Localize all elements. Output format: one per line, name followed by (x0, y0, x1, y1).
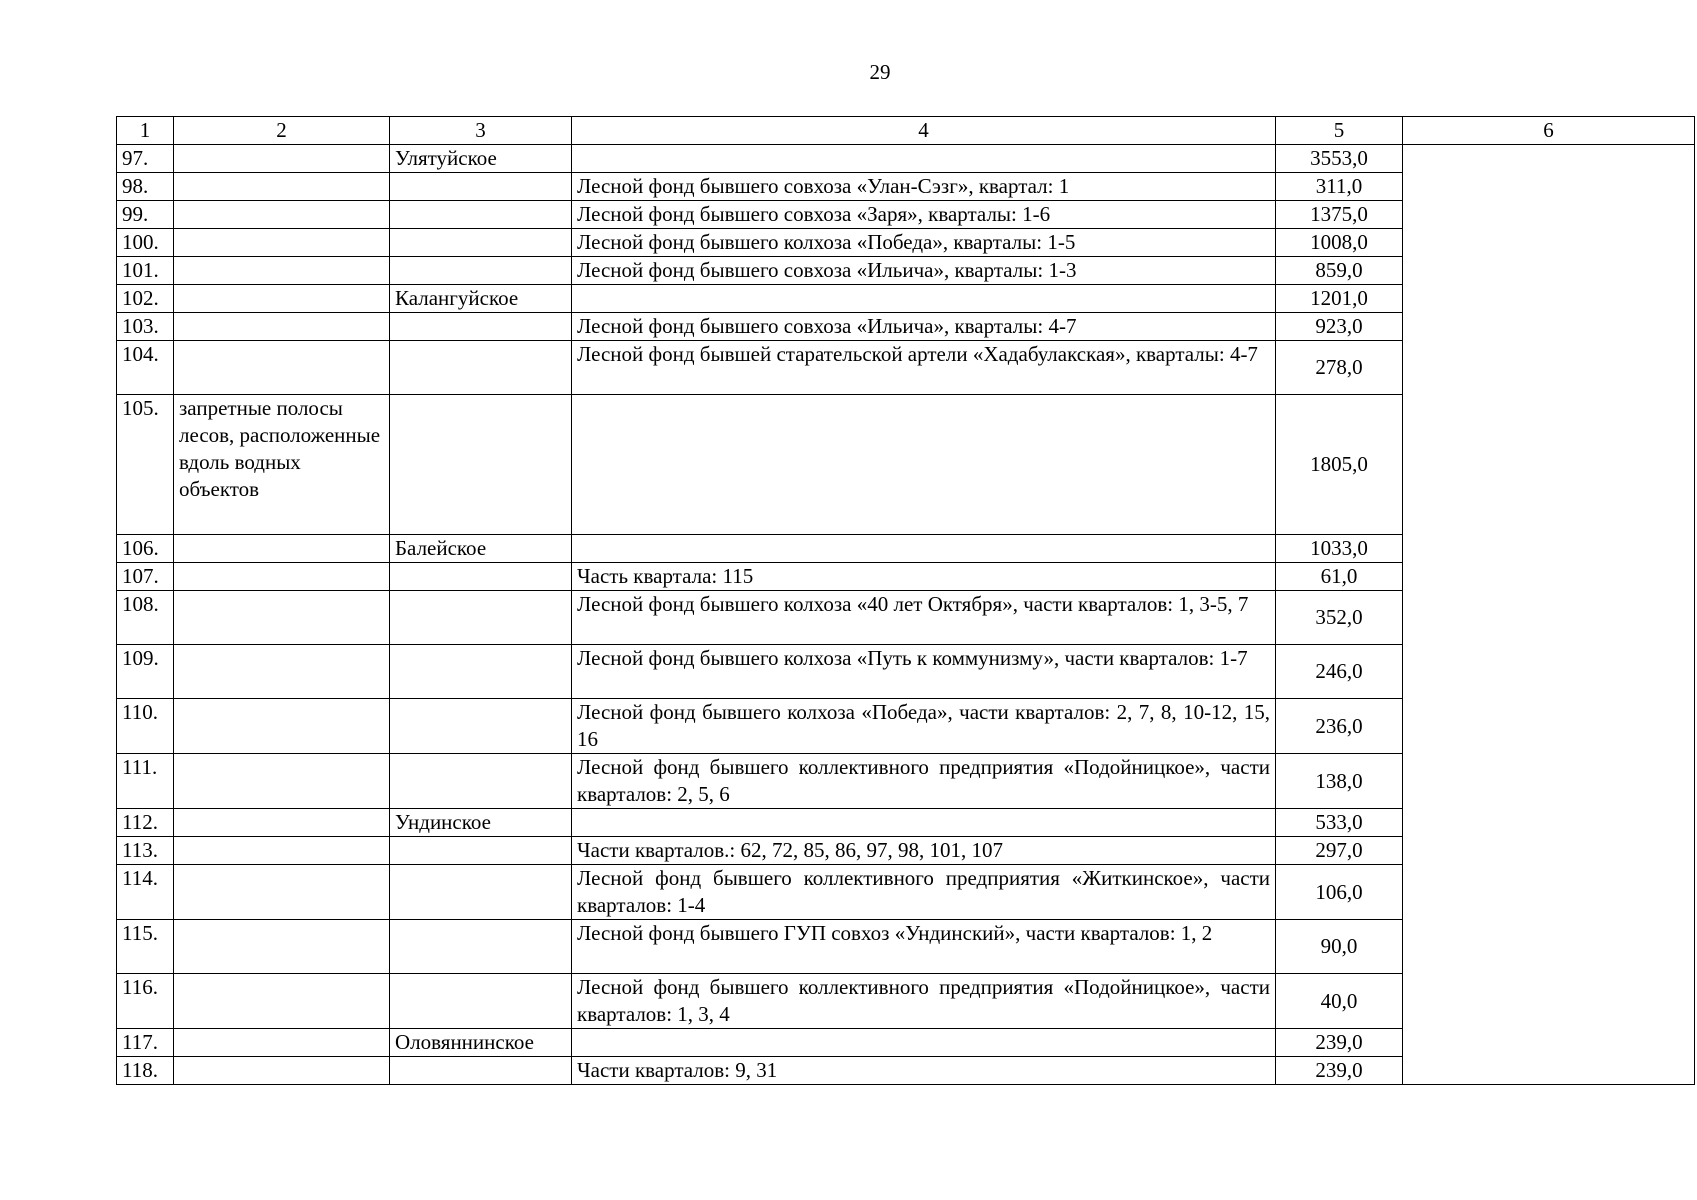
description-cell: Лесной фонд бывшего колхоза «Победа», кварталы: 1-5 (572, 229, 1276, 257)
row-number: 116. (117, 974, 174, 1029)
description-cell: Части кварталов.: 62, 72, 85, 86, 97, 98, 101, 107 (572, 837, 1276, 865)
forest-category-cell: запретные полосы лесов, расположенные вдоль водных объектов (174, 395, 390, 535)
area-cell: 239,0 (1276, 1029, 1403, 1057)
header-row (117, 117, 1695, 145)
description-cell: Лесной фонд бывшего ГУП совхоз «Ундинский», части кварталов: 1, 2 (572, 920, 1276, 974)
row-number: 110. (117, 699, 174, 754)
row-number: 113. (117, 837, 174, 865)
area-cell: 859,0 (1276, 257, 1403, 285)
forestry-cell: Улятуйское (390, 145, 572, 173)
row-number: 114. (117, 865, 174, 920)
description-cell: Лесной фонд бывшего совхоза «Улан-Сэзг», квартал: 1 (572, 173, 1276, 201)
column-header: 2 (174, 117, 390, 145)
column-header: 5 (1276, 117, 1403, 145)
row-number: 102. (117, 285, 174, 313)
description-cell: Лесной фонд бывшего колхоза «Победа», части кварталов: 2, 7, 8, 10-12, 15, 16 (572, 699, 1276, 754)
area-cell: 239,0 (1276, 1057, 1403, 1085)
description-cell: Лесной фонд бывшего колхоза «40 лет Октября», части кварталов: 1, 3-5, 7 (572, 591, 1276, 645)
forestry-cell (390, 591, 572, 645)
forest-category-cell (174, 837, 390, 865)
forest-category-cell (174, 173, 390, 201)
row-number: 115. (117, 920, 174, 974)
area-cell: 1008,0 (1276, 229, 1403, 257)
forest-category-cell (174, 145, 390, 173)
forest-category-cell (174, 754, 390, 809)
table-body (117, 117, 1695, 1085)
description-cell: Лесной фонд бывшего совхоза «Ильича», кварталы: 1-3 (572, 257, 1276, 285)
row-number: 101. (117, 257, 174, 285)
area-cell: 61,0 (1276, 563, 1403, 591)
description-cell (572, 285, 1276, 313)
row-number: 106. (117, 535, 174, 563)
row-number: 107. (117, 563, 174, 591)
forestry-cell (390, 754, 572, 809)
area-cell: 1375,0 (1276, 201, 1403, 229)
row-number: 103. (117, 313, 174, 341)
forestry-cell (390, 865, 572, 920)
area-cell: 3553,0 (1276, 145, 1403, 173)
area-cell: 138,0 (1276, 754, 1403, 809)
description-cell: Лесной фонд бывшего коллективного предприятия «Подойницкое», части кварталов: 2, 5, 6 (572, 754, 1276, 809)
description-cell: Лесной фонд бывшего коллективного предприятия «Житкинское», части кварталов: 1-4 (572, 865, 1276, 920)
forest-table (116, 116, 1695, 1085)
description-cell: Лесной фонд бывшего совхоза «Заря», кварталы: 1-6 (572, 201, 1276, 229)
description-cell (572, 145, 1276, 173)
forestry-cell (390, 173, 572, 201)
forestry-cell: Оловяннинское (390, 1029, 572, 1057)
forestry-cell (390, 201, 572, 229)
forestry-cell (390, 313, 572, 341)
forest-category-cell (174, 699, 390, 754)
forest-category-cell (174, 1029, 390, 1057)
area-cell: 236,0 (1276, 699, 1403, 754)
forestry-cell (390, 229, 572, 257)
description-cell: Лесной фонд бывшего колхоза «Путь к коммунизму», части кварталов: 1-7 (572, 645, 1276, 699)
forest-category-cell (174, 563, 390, 591)
forest-category-cell (174, 1057, 390, 1085)
row-number: 112. (117, 809, 174, 837)
column-header: 1 (117, 117, 174, 145)
column-header: 6 (1403, 117, 1695, 145)
area-cell: 923,0 (1276, 313, 1403, 341)
row-number: 111. (117, 754, 174, 809)
area-cell: 1201,0 (1276, 285, 1403, 313)
forestry-cell: Калангуйское (390, 285, 572, 313)
area-cell: 106,0 (1276, 865, 1403, 920)
forestry-cell (390, 395, 572, 535)
area-cell: 352,0 (1276, 591, 1403, 645)
forest-category-cell (174, 229, 390, 257)
forestry-cell (390, 699, 572, 754)
description-cell (572, 535, 1276, 563)
area-cell: 246,0 (1276, 645, 1403, 699)
row-number: 100. (117, 229, 174, 257)
description-cell: Лесной фонд бывшего коллективного предприятия «Подойницкое», части кварталов: 1, 3, 4 (572, 974, 1276, 1029)
area-cell: 278,0 (1276, 341, 1403, 395)
forest-category-cell (174, 341, 390, 395)
notes-cell (1403, 145, 1695, 1085)
area-cell: 311,0 (1276, 173, 1403, 201)
forestry-cell (390, 974, 572, 1029)
area-cell: 1033,0 (1276, 535, 1403, 563)
area-cell: 90,0 (1276, 920, 1403, 974)
row-number: 105. (117, 395, 174, 535)
row-number: 109. (117, 645, 174, 699)
forest-category-cell (174, 920, 390, 974)
area-cell: 533,0 (1276, 809, 1403, 837)
forest-category-cell (174, 201, 390, 229)
forest-category-cell (174, 535, 390, 563)
row-number: 104. (117, 341, 174, 395)
area-cell: 40,0 (1276, 974, 1403, 1029)
description-cell (572, 395, 1276, 535)
forest-category-cell (174, 257, 390, 285)
row-number: 98. (117, 173, 174, 201)
forestry-cell: Ундинское (390, 809, 572, 837)
forestry-cell (390, 563, 572, 591)
description-cell: Лесной фонд бывшей старательской артели «Хадабулакская», кварталы: 4-7 (572, 341, 1276, 395)
description-cell (572, 809, 1276, 837)
forest-category-cell (174, 645, 390, 699)
forestry-cell (390, 257, 572, 285)
forest-category-cell (174, 591, 390, 645)
forestry-cell: Балейское (390, 535, 572, 563)
description-cell: Часть квартала: 115 (572, 563, 1276, 591)
description-cell: Части кварталов: 9, 31 (572, 1057, 1276, 1085)
forestry-cell (390, 645, 572, 699)
row-number: 97. (117, 145, 174, 173)
row-number: 118. (117, 1057, 174, 1085)
row-number: 117. (117, 1029, 174, 1057)
column-header: 3 (390, 117, 572, 145)
forest-category-cell (174, 313, 390, 341)
page-number: 29 (869, 60, 891, 84)
area-cell: 1805,0 (1276, 395, 1403, 535)
area-cell: 297,0 (1276, 837, 1403, 865)
forest-category-cell (174, 285, 390, 313)
table-row (117, 145, 1695, 173)
forestry-cell (390, 1057, 572, 1085)
description-cell: Лесной фонд бывшего совхоза «Ильича», кварталы: 4-7 (572, 313, 1276, 341)
column-header: 4 (572, 117, 1276, 145)
forestry-cell (390, 341, 572, 395)
forest-category-cell (174, 865, 390, 920)
forestry-cell (390, 837, 572, 865)
row-number: 108. (117, 591, 174, 645)
description-cell (572, 1029, 1276, 1057)
forestry-cell (390, 920, 572, 974)
forest-category-cell (174, 809, 390, 837)
forest-category-cell (174, 974, 390, 1029)
row-number: 99. (117, 201, 174, 229)
